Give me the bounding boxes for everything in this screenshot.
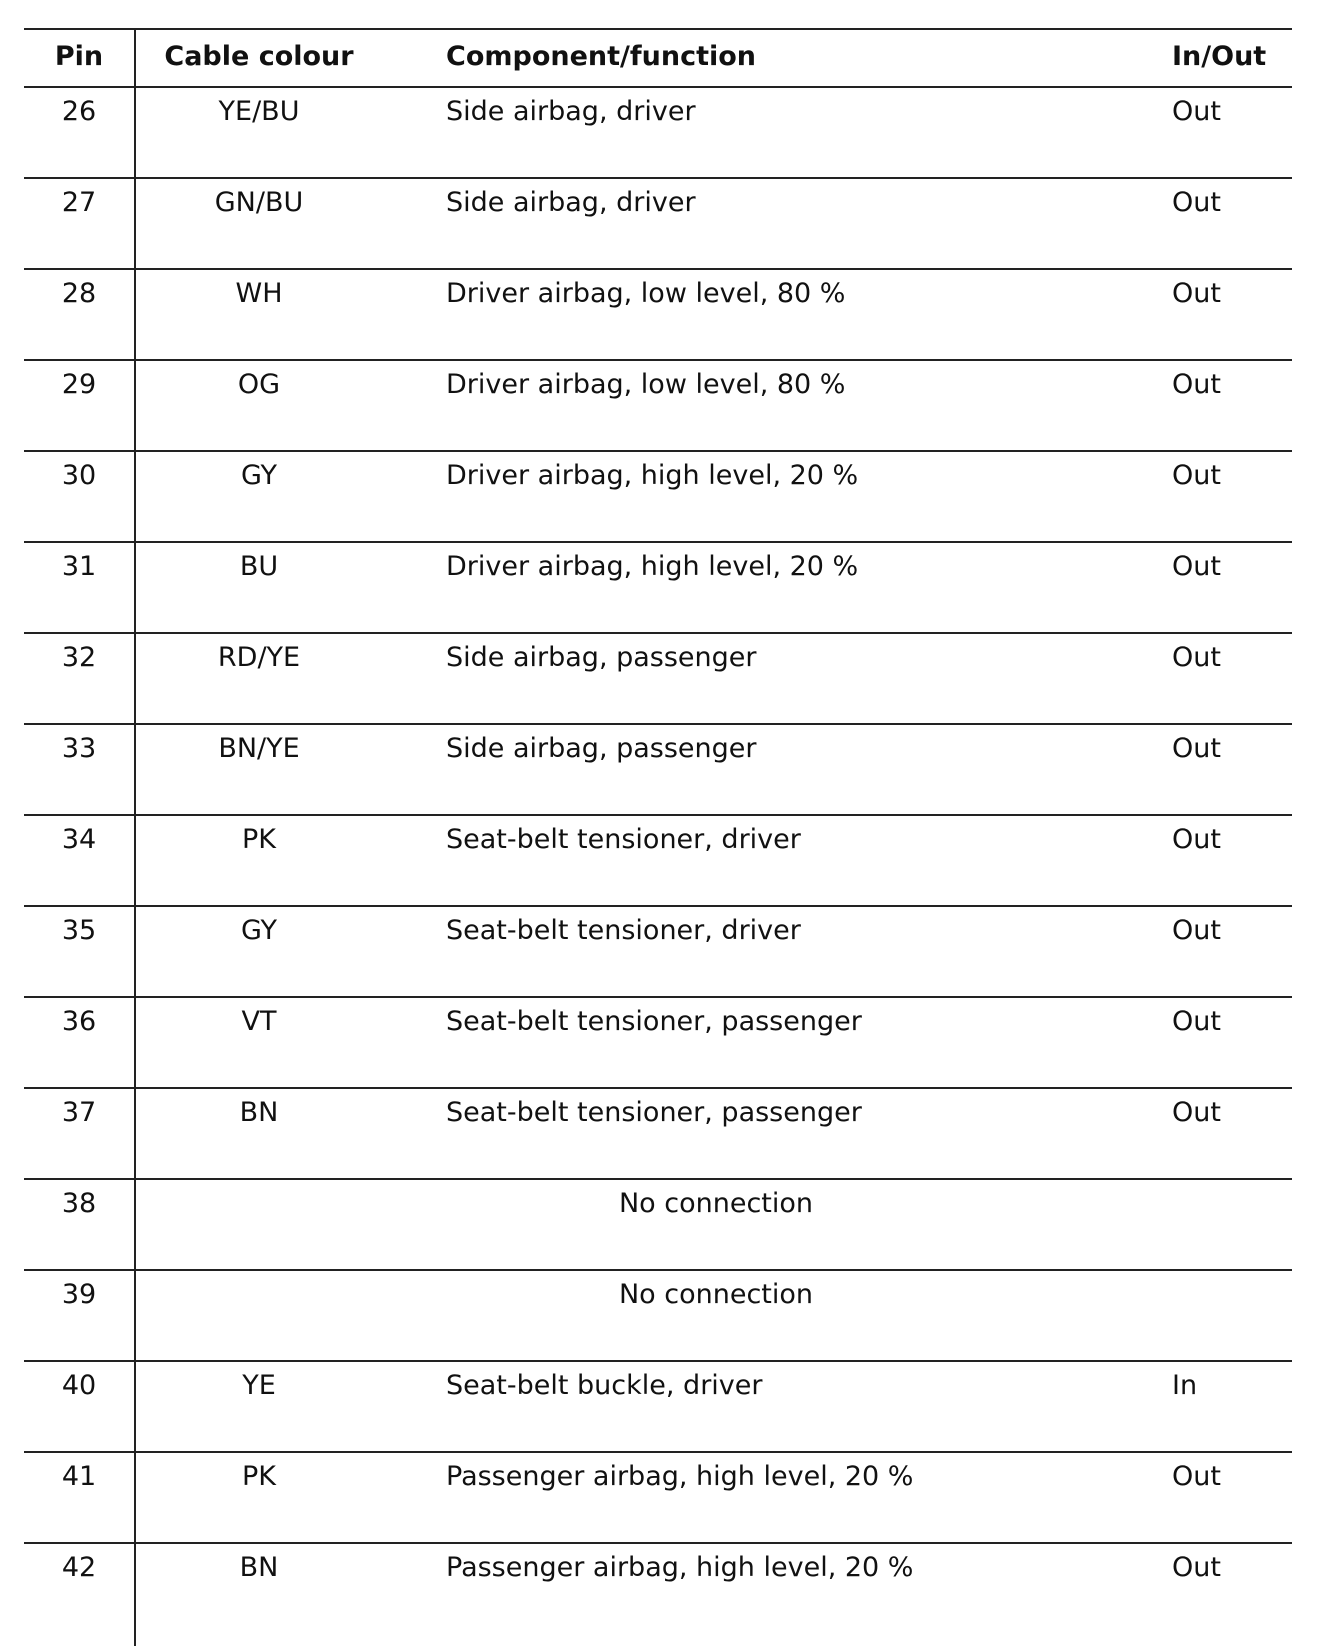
cable-colour-cell: OG <box>237 369 281 400</box>
pin-cell: 36 <box>61 1006 97 1037</box>
pin-cell: 37 <box>61 1097 97 1128</box>
header-component-function: Component/function <box>446 41 757 72</box>
in-out-cell: Out <box>1172 369 1221 400</box>
row-divider <box>24 450 1292 452</box>
cable-colour-cell: BN <box>239 1552 279 1583</box>
component-cell: Side airbag, driver <box>446 187 696 218</box>
row-divider <box>24 632 1292 634</box>
table-row <box>24 1087 1292 1178</box>
component-cell: Side airbag, passenger <box>446 733 757 764</box>
component-cell: Driver airbag, high level, 20 % <box>446 551 859 582</box>
row-divider <box>24 1360 1292 1362</box>
row-divider <box>24 1542 1292 1544</box>
component-cell: Driver airbag, low level, 80 % <box>446 278 846 309</box>
table-row <box>24 632 1292 723</box>
table-row <box>24 268 1292 359</box>
cable-colour-cell: RD/YE <box>217 642 301 673</box>
in-out-cell: In <box>1172 1370 1198 1401</box>
row-divider <box>24 723 1292 725</box>
component-cell: Side airbag, passenger <box>446 642 757 673</box>
pin-cell: 38 <box>61 1188 97 1219</box>
cable-colour-cell: YE/BU <box>218 96 300 127</box>
component-cell: Passenger airbag, high level, 20 % <box>446 1552 914 1583</box>
header-cable-colour: Cable colour <box>164 41 354 72</box>
in-out-cell: Out <box>1172 824 1221 855</box>
table-row <box>24 1360 1292 1451</box>
pin-cell: 30 <box>61 460 97 491</box>
component-cell: Seat-belt tensioner, passenger <box>446 1097 862 1128</box>
cable-colour-cell: PK <box>242 1461 276 1492</box>
table-row <box>24 723 1292 814</box>
table-row <box>24 1542 1292 1633</box>
pin-cell: 41 <box>61 1461 97 1492</box>
component-cell: Seat-belt tensioner, driver <box>446 824 801 855</box>
cable-colour-cell: WH <box>235 278 283 309</box>
table-row <box>24 996 1292 1087</box>
row-divider <box>24 996 1292 998</box>
in-out-cell: Out <box>1172 278 1221 309</box>
in-out-cell: Out <box>1172 96 1221 127</box>
in-out-cell: Out <box>1172 733 1221 764</box>
component-cell: Driver airbag, high level, 20 % <box>446 460 859 491</box>
in-out-cell: Out <box>1172 1552 1221 1583</box>
table-row <box>24 814 1292 905</box>
in-out-cell: Out <box>1172 187 1221 218</box>
pin-cell: 39 <box>61 1279 97 1310</box>
pin-cell: 32 <box>61 642 97 673</box>
pin-cell: 31 <box>61 551 97 582</box>
cable-colour-cell: BN <box>239 1097 279 1128</box>
in-out-cell: Out <box>1172 915 1221 946</box>
table-row <box>24 359 1292 450</box>
cable-colour-cell: YE <box>242 1370 276 1401</box>
table-row <box>24 177 1292 268</box>
pin-cell: 27 <box>61 187 97 218</box>
component-cell: Side airbag, driver <box>446 96 696 127</box>
pin-cell: 35 <box>61 915 97 946</box>
cable-colour-cell: BU <box>239 551 279 582</box>
cable-colour-cell: GN/BU <box>214 187 304 218</box>
no-connection-note: No connection <box>618 1279 814 1310</box>
component-cell: Seat-belt tensioner, passenger <box>446 1006 862 1037</box>
in-out-cell: Out <box>1172 460 1221 491</box>
row-divider <box>24 359 1292 361</box>
component-cell: Driver airbag, low level, 80 % <box>446 369 846 400</box>
no-connection-note: No connection <box>618 1188 814 1219</box>
in-out-cell: Out <box>1172 1097 1221 1128</box>
cable-colour-cell: VT <box>241 1006 277 1037</box>
table-header <box>24 28 1292 86</box>
component-cell: Passenger airbag, high level, 20 % <box>446 1461 914 1492</box>
in-out-cell: Out <box>1172 642 1221 673</box>
pin-cell: 26 <box>61 96 97 127</box>
table-row <box>24 86 1292 177</box>
pin-cell: 42 <box>61 1552 97 1583</box>
row-divider <box>24 268 1292 270</box>
header-pin: Pin <box>54 41 104 72</box>
cable-colour-cell: BN/YE <box>218 733 300 764</box>
table-row <box>24 905 1292 996</box>
component-cell: Seat-belt buckle, driver <box>446 1370 763 1401</box>
row-divider <box>24 1451 1292 1453</box>
pin-cell: 33 <box>61 733 97 764</box>
in-out-cell: Out <box>1172 1006 1221 1037</box>
row-divider <box>24 1269 1292 1271</box>
pin-cell: 40 <box>61 1370 97 1401</box>
row-divider <box>24 1087 1292 1089</box>
row-divider <box>24 541 1292 543</box>
row-divider <box>24 1178 1292 1180</box>
table-row <box>24 541 1292 632</box>
row-divider <box>24 86 1292 88</box>
pin-cell: 34 <box>61 824 97 855</box>
pin-column-divider <box>134 28 136 1646</box>
in-out-cell: Out <box>1172 551 1221 582</box>
table-row <box>24 450 1292 541</box>
pin-cell: 29 <box>61 369 97 400</box>
table-row <box>24 1269 1292 1360</box>
table-row <box>24 1451 1292 1542</box>
cable-colour-cell: GY <box>240 460 278 491</box>
table-row <box>24 1178 1292 1269</box>
row-divider <box>24 905 1292 907</box>
in-out-cell: Out <box>1172 1461 1221 1492</box>
row-divider <box>24 814 1292 816</box>
component-cell: Seat-belt tensioner, driver <box>446 915 801 946</box>
cable-colour-cell: PK <box>242 824 276 855</box>
cable-colour-cell: GY <box>240 915 278 946</box>
pin-cell: 28 <box>61 278 97 309</box>
header-in-out: In/Out <box>1172 41 1267 72</box>
row-divider <box>24 177 1292 179</box>
